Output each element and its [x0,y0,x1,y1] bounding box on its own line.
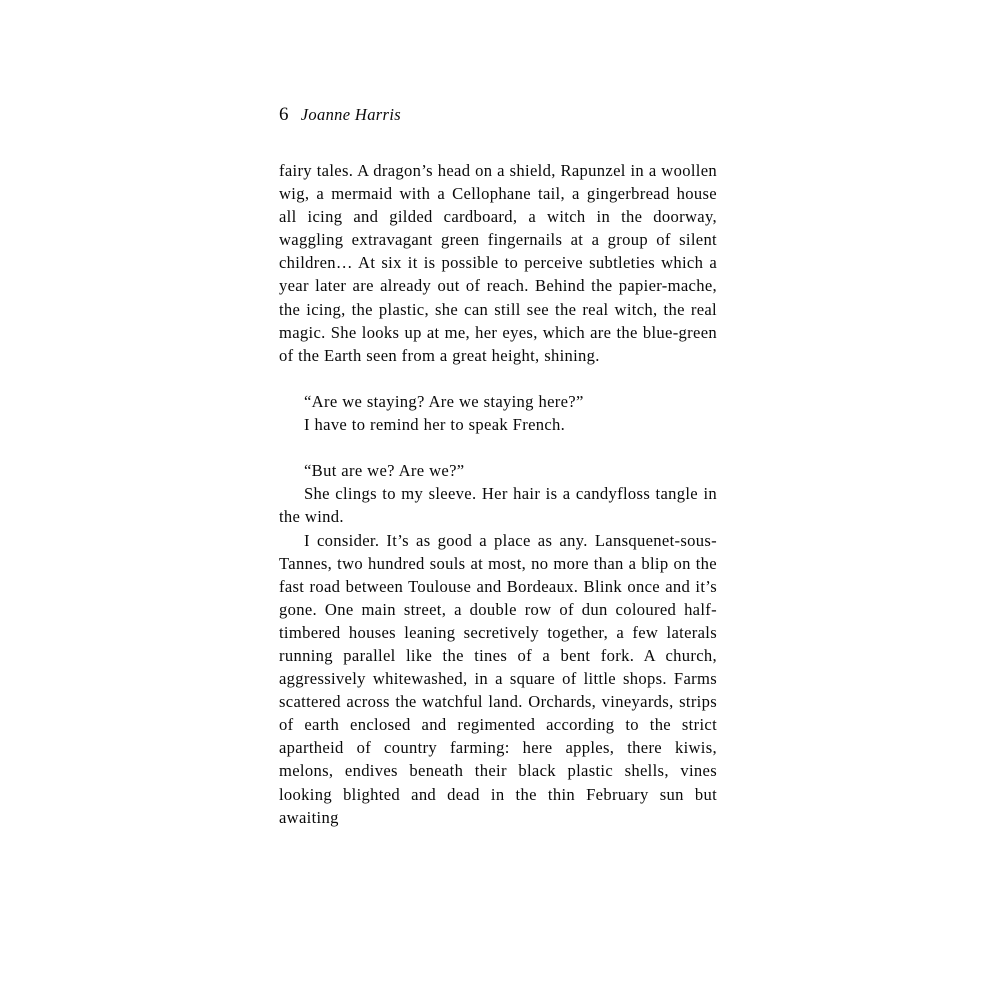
body-text-block [279,159,717,829]
paragraph: I consider. It’s as good a place as any. Lansquenet-sous-Tannes, two hundred souls at most, no more than a blip on the fast road between Toulouse and Bordeaux. Blink once and it’s gone. One main street, a double row of dun coloured half-timbered houses leaning secretively together, a few laterals running parallel like the tines of a bent fork. A church, aggressively whitewashed, in a square of little shops. Farms scattered across the watchful land. Orchards, vineyards, strips of earth enclosed and regimented according to the strict apartheid of country farming: here apples, there kiwis, melons, endives beneath their black plastic shells, vines looking blighted and dead in the thin February sun but awaiting [279,530,717,827]
page-number: 6 [279,104,289,125]
running-head [279,104,401,126]
paragraph-dialogue: “But are we? Are we?” [304,461,465,481]
running-head-author: Joanne Harris [300,105,402,124]
paragraph: She clings to my sleeve. Her hair is a candyfloss tangle in the wind. [279,484,717,527]
paragraph: fairy tales. A dragon’s head on a shield, Rapunzel in a woollen wig, a mermaid with a Cellophane tail, a gingerbread house all icing and gilded cardboard, a witch in the doorway, waggling extravagant green fingernails at a group of silent children… At six it is possible to perceive subtleties which a year later are already out of reach. Behind the papier-mache, the icing, the plastic, she can still see the real witch, the real magic. She looks up at me, her eyes, which are the blue-green of the Earth seen from a great height, shining. [279,161,717,365]
paragraph: I have to remind her to speak French. [304,415,566,435]
paragraph-dialogue: “Are we staying? Are we staying here?” [304,391,584,411]
